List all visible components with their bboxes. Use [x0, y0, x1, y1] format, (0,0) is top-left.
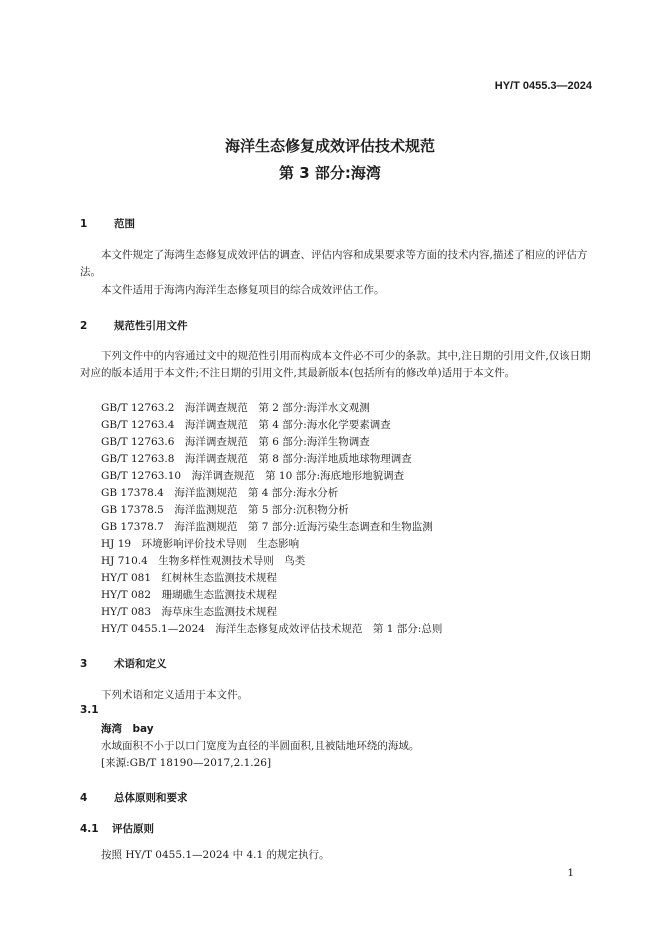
reference-item: HJ 710.4 生物多样性观测技术导则 鸟类: [101, 555, 306, 567]
reference-item: GB/T 12763.10 海洋调查规范 第 10 部分:海底地形地貌调查: [101, 470, 405, 482]
evaluation-principle-paragraph: 按照 HY/T 0455.1—2024 中 4.1 的规定执行。: [101, 849, 330, 861]
section-3-heading: [80, 656, 167, 671]
subsection-number: 4.1: [80, 823, 99, 835]
section-1-heading: [80, 216, 135, 231]
section-number: 1: [80, 218, 88, 230]
reference-item: HY/T 082 珊瑚礁生态监测技术规程: [101, 589, 278, 601]
subsection-title: 评估原则: [112, 823, 154, 835]
section-title: 范围: [114, 218, 135, 230]
terms-intro: 下列术语和定义适用于本文件。: [101, 689, 248, 701]
term-name: 海湾 bay: [101, 723, 154, 735]
page-number: 1: [567, 867, 574, 879]
section-number: 4: [80, 792, 88, 804]
term-definition: 水域面积不小于以口门宽度为直径的半圆面积,且被陆地环绕的海域。: [101, 740, 420, 752]
reference-item: GB/T 12763.4 海洋调查规范 第 4 部分:海水化学要素调查: [101, 419, 391, 431]
reference-item: GB 17378.7 海洋监测规范 第 7 部分:近海污染生态调查和生物监测: [101, 521, 433, 533]
section-2-heading: [80, 318, 188, 333]
section-title: 规范性引用文件: [114, 320, 188, 332]
section-title: 总体原则和要求: [114, 792, 188, 804]
reference-item: HY/T 081 红树林生态监测技术规程: [101, 572, 278, 584]
term-source: [来源:GB/T 18190—2017,2.1.26]: [101, 757, 272, 769]
document-subtitle: 第 3 部分:海湾: [279, 164, 381, 182]
reference-item: HY/T 083 海草床生态监测技术规程: [101, 606, 278, 618]
subsection-4-1-heading: [80, 821, 154, 836]
reference-item: HJ 19 环境影响评价技术导则 生态影响: [101, 538, 300, 550]
section-number: 3: [80, 658, 88, 670]
section-4-heading: [80, 790, 188, 805]
reference-item: GB/T 12763.6 海洋调查规范 第 6 部分:海洋生物调查: [101, 436, 370, 448]
standard-code: HY/T 0455.3—2024: [494, 80, 592, 92]
scope-paragraph-1: 本文件规定了海湾生态修复成效评估的调查、评估内容和成果要求等方面的技术内容,描述了相应的评估方法。: [80, 249, 588, 278]
scope-paragraph-2: 本文件适用于海湾内海洋生态修复项目的综合成效评估工作。: [101, 284, 385, 296]
section-title: 术语和定义: [114, 658, 167, 670]
section-number: 2: [80, 320, 88, 332]
normative-references-intro: 下列文件中的内容通过文中的规范性引用而构成本文件必不可少的条款。其中,注日期的引用文件,仅该日期对应的版本适用于本文件;不注日期的引用文件,其最新版本(包括所有的修改单)适用于本文件。: [80, 350, 591, 379]
reference-item: GB 17378.4 海洋监测规范 第 4 部分:海水分析: [101, 487, 339, 499]
reference-item: GB/T 12763.2 海洋调查规范 第 2 部分:海洋水文观测: [101, 402, 370, 414]
reference-item: GB/T 12763.8 海洋调查规范 第 8 部分:海洋地质地球物理调查: [101, 453, 412, 465]
reference-item: GB 17378.5 海洋监测规范 第 5 部分:沉积物分析: [101, 504, 349, 516]
document-title: 海洋生态修复成效评估技术规范: [224, 137, 435, 155]
term-number: 3.1: [80, 704, 99, 716]
reference-item: HY/T 0455.1—2024 海洋生态修复成效评估技术规范 第 1 部分:总则: [101, 623, 443, 635]
